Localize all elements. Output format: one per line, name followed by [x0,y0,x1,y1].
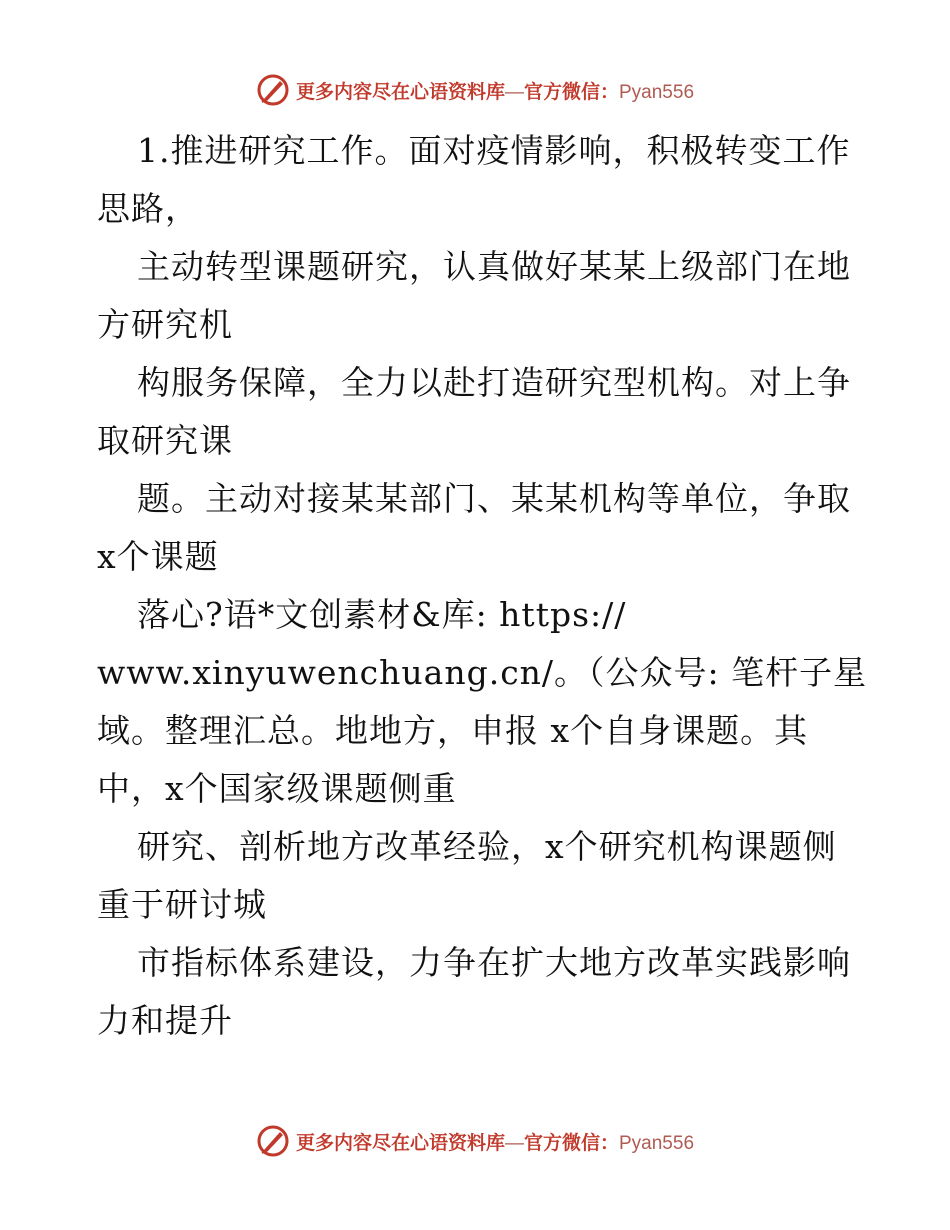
footer-banner [0,1121,950,1161]
header-banner-text [296,77,694,104]
quill-logo-icon [256,1124,290,1158]
body-line: 思路， [97,189,199,228]
header-brand: 更多内容尽在心语资料库 [295,80,505,103]
footer-brand: 更多内容尽在心语资料库 [295,1131,505,1154]
body-line: 取研究课 [97,421,233,460]
body-line: 域。整理汇总。地地方，申报 x个自身课题。其 [97,711,809,750]
header-separator: — [504,81,524,103]
body-line: 力和提升 [97,1001,233,1040]
body-line: 中，x个国家级课题侧重 [97,769,457,808]
footer-wechat-id: Pyan556 [619,1132,695,1154]
body-line: 重于研讨城 [97,885,267,924]
body-line: 落心?语*文创素材&库: https:// [137,595,627,634]
body-line: 市指标体系建设，力争在扩大地方改革实践影响 [137,943,851,982]
footer-wechat-label: 官方微信： [523,1131,619,1154]
footer-separator: — [504,1132,524,1154]
header-wechat-id: Pyan556 [619,81,695,103]
header-banner [0,70,950,110]
body-line: 主动转型课题研究，认真做好某某上级部门在地 [137,247,851,286]
quill-logo-icon [256,73,290,107]
body-line: 题。主动对接某某部门、某某机构等单位，争取 [137,479,851,518]
body-line: www.xinyuwenchuang.cn/。（公众号: 笔杆子星 [97,653,868,692]
body-line: 1.推进研究工作。面对疫情影响，积极转变工作 [137,131,851,170]
body-line: 构服务保障，全力以赴打造研究型机构。对上争 [137,363,851,402]
footer-banner-text [296,1128,694,1155]
body-line: 研究、剖析地方改革经验，x个研究机构课题侧 [137,827,837,866]
header-wechat-label: 官方微信： [523,80,619,103]
body-line: 方研究机 [97,305,233,344]
body-line: x个课题 [97,537,219,576]
document-body [97,122,868,1050]
